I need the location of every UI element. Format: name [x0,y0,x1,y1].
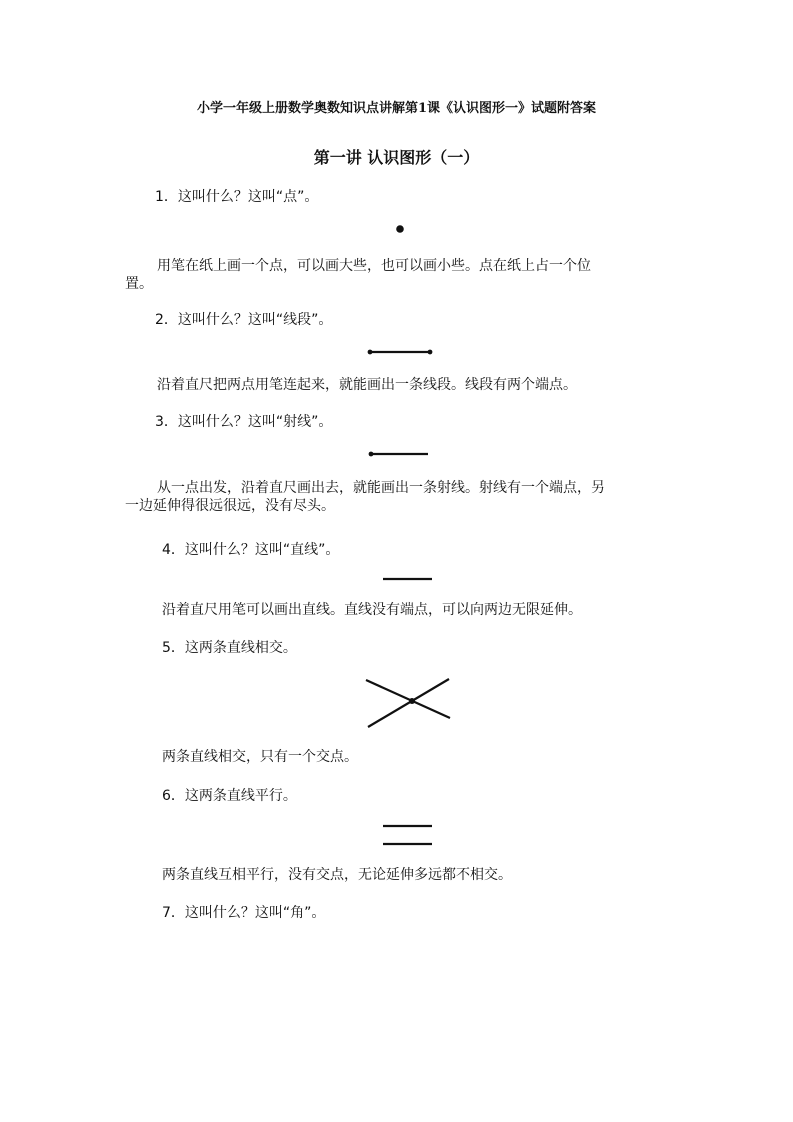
question-1: 1．这叫什么？这叫“点”。 [155,189,319,205]
question-6: 6．这两条直线平行。 [162,788,297,804]
explanation-4: 沿着直尺用笔可以画出直线。直线没有端点，可以向两边无限延伸。 [162,602,582,618]
parallel-lines-figure [383,826,432,844]
question-3: 3．这叫什么？这叫“射线”。 [155,414,333,430]
point-figure [396,225,404,233]
question-5: 5．这两条直线相交。 [162,640,297,656]
explanation-3-line2: 一边延伸得很远很远，没有尽头。 [125,498,335,514]
explanation-3-line1: 从一点出发，沿着直尺画出去，就能画出一条射线。射线有一个端点，另 [157,480,605,496]
ray-figure [369,452,428,457]
line-segment-figure [368,350,433,355]
lecture-title: 第一讲 认识图形（一） [313,148,480,167]
explanation-2: 沿着直尺把两点用笔连起来，就能画出一条线段。线段有两个端点。 [157,377,577,393]
explanation-5: 两条直线相交，只有一个交点。 [162,749,358,765]
question-4: 4．这叫什么？这叫“直线”。 [162,542,340,558]
intersecting-lines-figure [366,679,450,727]
explanation-6: 两条直线互相平行，没有交点，无论延伸多远都不相交。 [162,867,512,883]
explanation-1-line2: 置。 [125,276,153,292]
document-title: 小学一年级上册数学奥数知识点讲解第1课《认识图形一》试题附答案 [196,101,597,116]
explanation-1-line1: 用笔在纸上画一个点，可以画大些，也可以画小些。点在纸上占一个位 [157,258,591,274]
question-7: 7．这叫什么？这叫“角”。 [162,905,326,921]
question-2: 2．这叫什么？这叫“线段”。 [155,312,333,328]
